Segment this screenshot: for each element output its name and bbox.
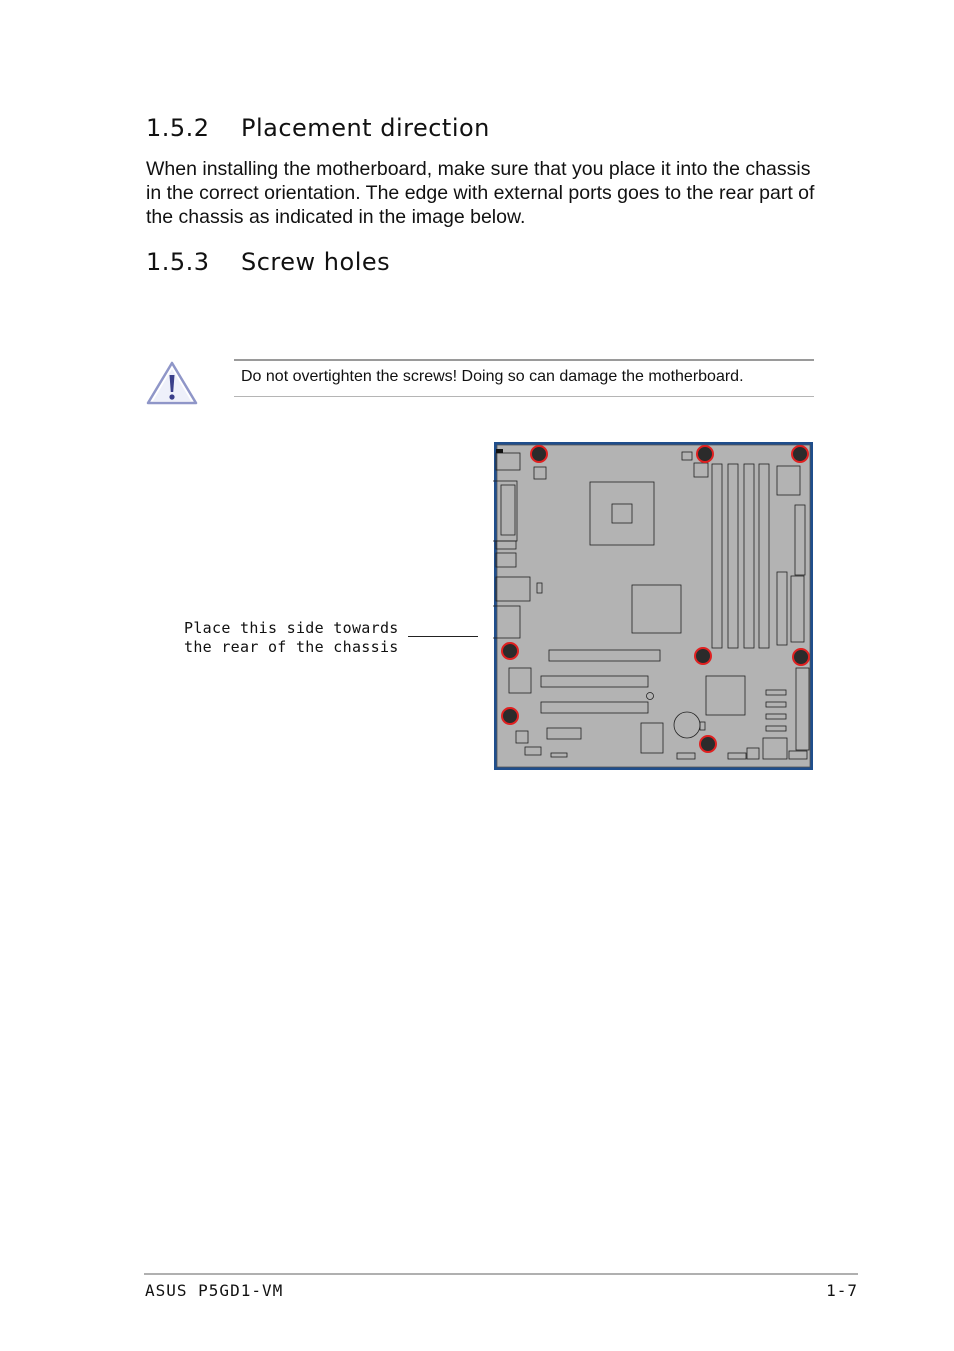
screw-hole: [531, 446, 547, 462]
screw-hole: [700, 736, 716, 752]
screw-hole: [792, 446, 808, 462]
screw-hole: [502, 708, 518, 724]
section-number: 1.5.2: [146, 114, 210, 142]
motherboard-diagram: [493, 441, 814, 771]
footer-rule: [144, 1273, 858, 1275]
screw-hole: [697, 446, 713, 462]
footer-product-name: ASUS P5GD1-VM: [145, 1281, 284, 1300]
section-title: Screw holes: [241, 248, 391, 276]
screw-hole: [502, 643, 518, 659]
callout-leader-line: [408, 636, 478, 637]
board-surface: [497, 445, 810, 767]
placement-paragraph: When installing the motherboard, make sure that you place it into the chassis in the correct orientation. The edge with external ports goes to the rear part of the chassis as indicated in the image below.: [146, 158, 815, 228]
footer-page-number: 1-7: [826, 1281, 858, 1300]
board-marker: [496, 449, 503, 453]
callout-line-1: Place this side towards: [184, 619, 399, 637]
note-bottom-rule: [234, 396, 814, 397]
rear-side-callout: [184, 619, 399, 657]
screw-hole: [695, 648, 711, 664]
callout-line-2: the rear of the chassis: [184, 638, 399, 656]
section-number: 1.5.3: [146, 248, 210, 276]
section-heading-screw-holes: [146, 248, 390, 276]
warning-triangle-icon: [146, 360, 198, 406]
section-heading-placement: [146, 114, 490, 142]
note-top-rule: [234, 359, 814, 361]
note-text: Do not overtighten the screws! Doing so can damage the motherboard.: [241, 368, 744, 385]
section-title: Placement direction: [241, 114, 490, 142]
screw-hole: [793, 649, 809, 665]
